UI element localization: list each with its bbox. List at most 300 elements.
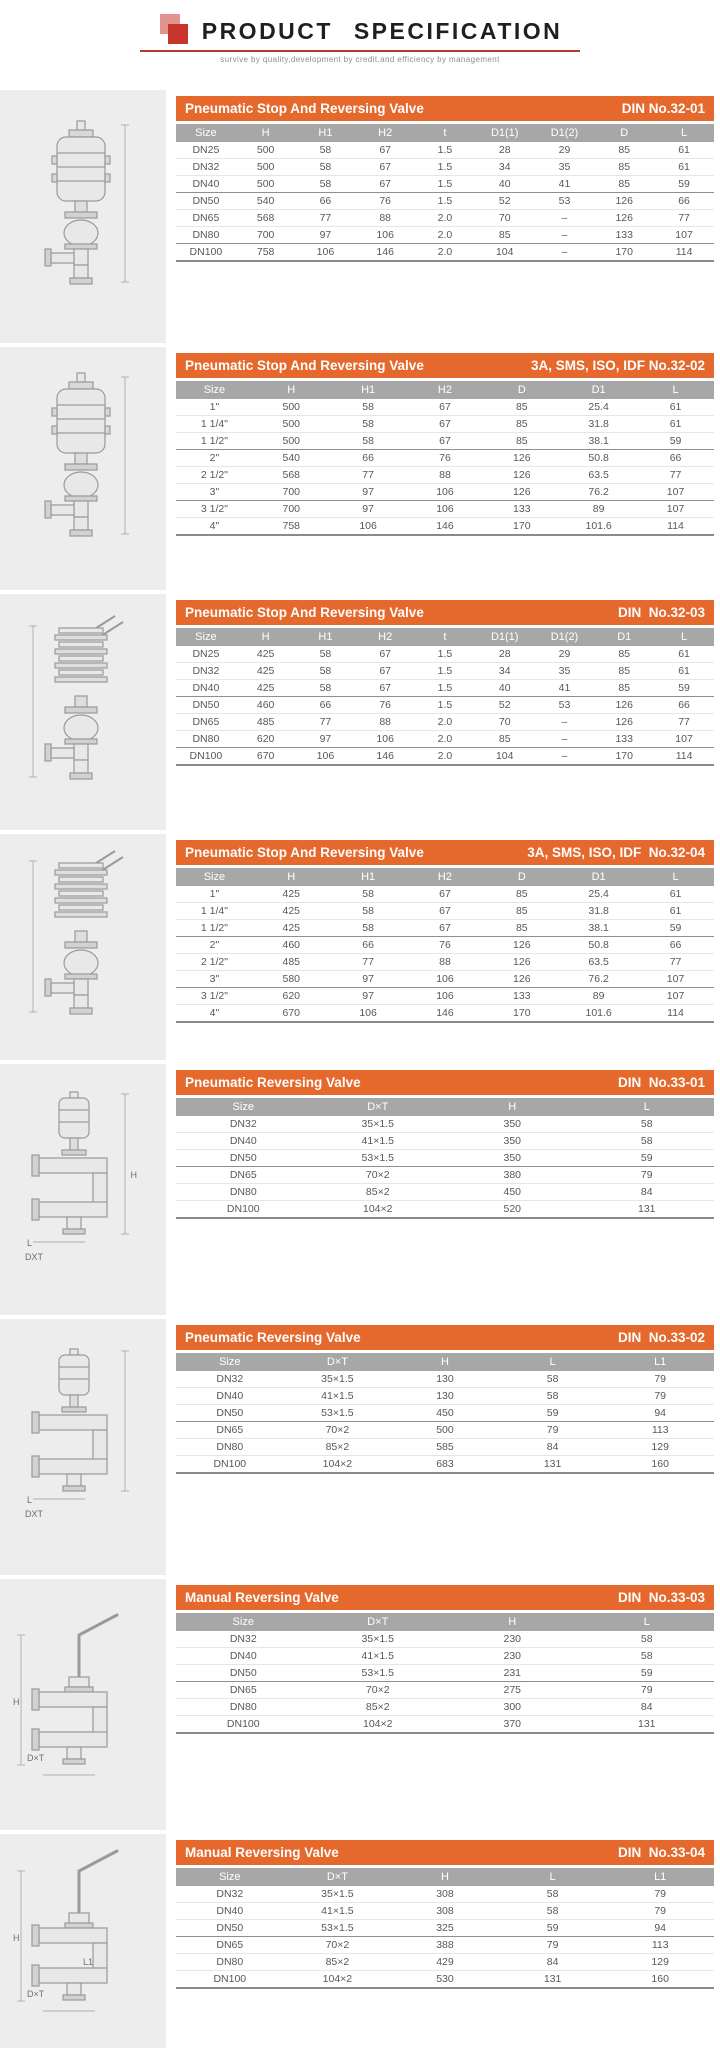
table-cell: 1" [176,886,253,903]
table-cell: 67 [407,399,484,416]
table-cell: 104×2 [284,1456,392,1474]
table-cell: 85 [594,159,654,176]
table-cell: 29 [535,646,595,663]
table-cell: 31.8 [560,416,637,433]
table-cell: 59 [654,680,714,697]
table-cell: 1.5 [415,697,475,714]
table-cell: 67 [355,159,415,176]
table-cell: 85 [483,920,560,937]
table-row [176,227,714,244]
dimension-label: D×T [27,1752,45,1763]
table-cell: 485 [236,714,296,731]
table-cell: 388 [391,1937,499,1954]
column-header: L [637,381,714,399]
spec-section [0,1832,720,2050]
table-row [176,416,714,433]
dimension-label: DXT [25,1509,43,1519]
table-body [176,886,714,1022]
table-cell: 580 [253,971,330,988]
spec-section [0,1317,720,1577]
table-row [176,399,714,416]
table-row [176,159,714,176]
table-cell: 2.0 [415,731,475,748]
table-cell: 1.5 [415,142,475,159]
table-cell: 52 [475,697,535,714]
spec-table [176,1353,714,1474]
table-body [176,1371,714,1473]
table-cell: 1.5 [415,176,475,193]
column-header: Size [176,1353,284,1371]
table-cell: DN50 [176,1665,311,1682]
table-row [176,1682,714,1699]
table-cell: 114 [637,518,714,536]
table-cell: 77 [637,467,714,484]
table-row [176,1150,714,1167]
table-cell: 620 [253,988,330,1005]
table-cell: 59 [499,1405,607,1422]
dimension-label: H [13,1696,20,1707]
column-header: D1(1) [475,628,535,646]
table-cell: 63.5 [560,467,637,484]
table-header-row [176,628,714,646]
table-cell: 52 [475,193,535,210]
table-cell: 126 [483,484,560,501]
table-row [176,1699,714,1716]
table-cell: – [535,748,595,766]
table-cell: 40 [475,176,535,193]
column-header: H1 [330,868,407,886]
section-content [166,1062,720,1317]
table-cell: 130 [391,1388,499,1405]
table-cell: 85 [594,663,654,680]
table-body [176,142,714,261]
table-cell: 107 [637,484,714,501]
table-cell: 85 [594,176,654,193]
table-cell: 77 [637,954,714,971]
column-header: H [391,1868,499,1886]
table-cell: 107 [654,227,714,244]
column-header: D×T [311,1613,446,1631]
pneumatic-stop-valve-drawing-icon [13,369,153,569]
dimension-label: L [27,1495,33,1505]
table-cell: 97 [330,988,407,1005]
table-row [176,1716,714,1734]
table-cell: 76.2 [560,971,637,988]
table-cell: 106 [330,1005,407,1023]
table-cell: DN65 [176,1937,284,1954]
table-cell: 2.0 [415,210,475,227]
table-cell: 3 1/2" [176,501,253,518]
table-cell: 114 [654,244,714,262]
table-cell: 500 [236,142,296,159]
table-cell: 1 1/4" [176,903,253,920]
table-row [176,646,714,663]
table-cell: 66 [654,697,714,714]
table-cell: 425 [236,663,296,680]
table-cell: 77 [296,714,356,731]
table-cell: 88 [407,954,484,971]
table-cell: DN65 [176,210,236,227]
column-header: t [415,628,475,646]
pneumatic-stop-valve-drawing-icon [13,117,153,317]
table-cell: 66 [330,937,407,954]
table-cell: 520 [445,1201,580,1219]
table-cell: DN100 [176,1716,311,1734]
valve-diagram-panel [0,1579,166,1830]
table-cell: 350 [445,1133,580,1150]
table-cell: 106 [296,748,356,766]
table-cell: 131 [580,1716,715,1734]
table-row [176,1422,714,1439]
table-cell: 58 [296,680,356,697]
table-cell: DN25 [176,142,236,159]
table-row [176,176,714,193]
column-header: H1 [330,381,407,399]
table-cell: 29 [535,142,595,159]
table-cell: 31.8 [560,903,637,920]
valve-diagram [13,1841,153,2041]
table-row [176,142,714,159]
column-header: D [483,868,560,886]
table-row [176,920,714,937]
table-cell: – [535,210,595,227]
table-cell: 79 [606,1388,714,1405]
table-cell: 76 [407,450,484,467]
table-cell: 76 [355,193,415,210]
table-cell: 300 [445,1699,580,1716]
table-cell: DN40 [176,1648,311,1665]
table-cell: 425 [253,920,330,937]
table-cell: DN50 [176,193,236,210]
section-content [166,345,720,592]
table-cell: 61 [654,142,714,159]
table-cell: 114 [637,1005,714,1023]
table-row [176,697,714,714]
table-cell: 63.5 [560,954,637,971]
table-cell: 126 [483,937,560,954]
table-cell: 58 [580,1116,715,1133]
table-cell: 61 [637,416,714,433]
section-content [166,1832,720,2050]
table-title: Manual Reversing Valve [185,1590,339,1605]
table-cell: 97 [330,484,407,501]
table-cell: 59 [499,1920,607,1937]
section-content [166,1577,720,1832]
table-title: Manual Reversing Valve [185,1845,339,1860]
table-cell: 85 [594,646,654,663]
column-header: D×T [311,1098,446,1116]
table-cell: 84 [580,1699,715,1716]
table-cell: 106 [296,244,356,262]
table-cell: DN40 [176,176,236,193]
table-cell: 758 [236,244,296,262]
table-cell: DN100 [176,1971,284,1989]
table-cell: 77 [654,210,714,227]
table-row [176,663,714,680]
valve-diagram [13,1347,153,1547]
table-cell: DN50 [176,1920,284,1937]
dimension-label: H [13,1933,20,1943]
valve-diagram-panel [0,1834,166,2048]
table-cell: DN40 [176,680,236,697]
table-cell: 500 [391,1422,499,1439]
table-cell: 76.2 [560,484,637,501]
table-cell: 85 [594,680,654,697]
table-cell: 1.5 [415,646,475,663]
column-header: L1 [606,1353,714,1371]
column-header: H [391,1353,499,1371]
table-cell: 94 [606,1405,714,1422]
column-header: L [580,1098,715,1116]
table-cell: 460 [253,937,330,954]
table-cell: 85 [475,731,535,748]
column-header: D1(1) [475,124,535,142]
table-row [176,1405,714,1422]
table-cell: 129 [606,1954,714,1971]
table-cell: 85 [483,399,560,416]
table-cell: 85 [594,142,654,159]
table-cell: 58 [499,1388,607,1405]
table-row [176,954,714,971]
table-cell: 67 [355,646,415,663]
table-cell: 3" [176,484,253,501]
table-row [176,1886,714,1903]
table-row [176,937,714,954]
table-cell: 59 [580,1150,715,1167]
table-cell: 131 [580,1201,715,1219]
table-cell: 89 [560,501,637,518]
table-cell: 79 [499,1422,607,1439]
table-cell: 53×1.5 [284,1405,392,1422]
table-row [176,1201,714,1219]
table-cell: DN32 [176,1371,284,1388]
table-cell: 58 [330,416,407,433]
table-cell: 61 [637,399,714,416]
table-cell: 500 [253,433,330,450]
table-cell: 66 [296,193,356,210]
table-row [176,988,714,1005]
column-header: H2 [407,381,484,399]
table-title-bar [176,353,714,378]
table-cell: 2 1/2" [176,467,253,484]
table-row [176,1167,714,1184]
title-underline [140,50,580,52]
table-cell: 107 [637,971,714,988]
table-cell: 106 [355,731,415,748]
table-cell: 53×1.5 [311,1665,446,1682]
table-title-bar [176,600,714,625]
table-cell: 107 [654,731,714,748]
table-cell: 40 [475,680,535,697]
table-cell: 104×2 [311,1201,446,1219]
spec-section [0,345,720,592]
table-cell: 425 [253,886,330,903]
table-cell: 4" [176,1005,253,1023]
column-header: Size [176,124,236,142]
column-header: t [415,124,475,142]
column-header: D×T [284,1868,392,1886]
dimension-label: L [27,1237,33,1248]
table-cell: 66 [330,450,407,467]
table-cell: 3 1/2" [176,988,253,1005]
table-cell: 58 [330,886,407,903]
table-cell: 35 [535,159,595,176]
table-cell: 50.8 [560,450,637,467]
table-cell: 38.1 [560,920,637,937]
table-cell: 85 [475,227,535,244]
table-cell: 133 [483,988,560,1005]
table-cell: DN32 [176,159,236,176]
table-cell: 131 [499,1456,607,1474]
table-row [176,518,714,536]
table-cell: 530 [391,1971,499,1989]
table-row [176,886,714,903]
table-cell: 53×1.5 [311,1150,446,1167]
table-title-bar [176,1585,714,1610]
table-cell: 97 [330,971,407,988]
table-title: Pneumatic Stop And Reversing Valve [185,845,424,860]
table-cell: 85 [483,433,560,450]
spec-section [0,1577,720,1832]
column-header: L1 [606,1868,714,1886]
table-cell: 106 [330,518,407,536]
table-cell: 106 [407,484,484,501]
table-cell: 58 [330,903,407,920]
table-cell: 130 [391,1371,499,1388]
table-cell: 106 [407,988,484,1005]
table-cell: 568 [236,210,296,227]
table-cell: DN80 [176,1439,284,1456]
table-cell: 67 [407,416,484,433]
table-cell: 35 [535,663,595,680]
table-cell: 85×2 [284,1954,392,1971]
table-cell: 2.0 [415,227,475,244]
valve-diagram [13,369,153,569]
table-cell: 114 [654,748,714,766]
table-cell: 70×2 [284,1937,392,1954]
table-cell: 67 [407,886,484,903]
table-cell: 34 [475,663,535,680]
table-cell: DN80 [176,227,236,244]
table-row [176,433,714,450]
table-cell: 126 [594,714,654,731]
table-cell: 58 [296,646,356,663]
table-cell: 66 [296,697,356,714]
table-row [176,450,714,467]
spec-table [176,124,714,262]
table-cell: 170 [594,244,654,262]
table-cell: 1 1/2" [176,920,253,937]
table-cell: 126 [483,450,560,467]
table-cell: DN80 [176,731,236,748]
table-cell: DN50 [176,1405,284,1422]
table-cell: 88 [355,210,415,227]
table-row [176,1665,714,1682]
table-cell: DN32 [176,1886,284,1903]
table-title: Pneumatic Stop And Reversing Valve [185,358,424,373]
column-header: Size [176,1868,284,1886]
column-header: D1 [594,628,654,646]
table-cell: 568 [253,467,330,484]
table-cell: 429 [391,1954,499,1971]
table-cell: – [535,731,595,748]
column-header: L [654,124,714,142]
table-cell: 67 [407,903,484,920]
table-cell: DN50 [176,1150,311,1167]
manual-reversing-valve-drawing-icon [13,1605,153,1805]
section-content [166,592,720,832]
table-standard: DIN No.32-03 [617,605,705,620]
table-row [176,1954,714,1971]
table-cell: 133 [594,731,654,748]
table-cell: 106 [407,501,484,518]
table-cell: 460 [236,697,296,714]
table-cell: 113 [606,1422,714,1439]
table-cell: 146 [407,1005,484,1023]
table-cell: DN100 [176,1456,284,1474]
table-cell: 84 [499,1954,607,1971]
table-row [176,193,714,210]
dimension-label: L1 [83,1957,94,1967]
table-cell: 370 [445,1716,580,1734]
table-cell: 450 [391,1405,499,1422]
table-cell: 758 [253,518,330,536]
table-cell: 67 [355,663,415,680]
column-header: L [637,868,714,886]
table-cell: 104×2 [284,1971,392,1989]
logo-square-front [168,24,188,44]
table-cell: 58 [580,1648,715,1665]
column-header: D1 [560,381,637,399]
table-cell: 146 [355,244,415,262]
table-cell: 58 [296,176,356,193]
table-cell: 425 [236,680,296,697]
table-row [176,1388,714,1405]
column-header: Size [176,868,253,886]
valve-diagram-panel [0,90,166,343]
table-cell: 89 [560,988,637,1005]
table-cell: 113 [606,1937,714,1954]
table-header-row [176,1098,714,1116]
table-cell: 79 [580,1167,715,1184]
table-cell: 126 [594,193,654,210]
column-header: Size [176,628,236,646]
table-cell: 131 [499,1971,607,1989]
column-header: L [499,1353,607,1371]
table-header-row [176,1353,714,1371]
table-cell: 41×1.5 [284,1388,392,1405]
table-cell: 3" [176,971,253,988]
column-header: D×T [284,1353,392,1371]
table-cell: DN40 [176,1133,311,1150]
table-cell: 70×2 [311,1167,446,1184]
table-cell: DN40 [176,1388,284,1405]
table-row [176,1005,714,1023]
spec-table [176,381,714,536]
valve-diagram-panel [0,594,166,830]
spec-section [0,832,720,1062]
table-cell: DN65 [176,714,236,731]
table-cell: 77 [654,714,714,731]
table-cell: 231 [445,1665,580,1682]
table-cell: 1.5 [415,663,475,680]
table-cell: 1" [176,399,253,416]
table-cell: 77 [330,954,407,971]
table-cell: 67 [355,142,415,159]
table-cell: DN100 [176,244,236,262]
table-cell: 79 [606,1371,714,1388]
table-cell: 160 [606,1456,714,1474]
